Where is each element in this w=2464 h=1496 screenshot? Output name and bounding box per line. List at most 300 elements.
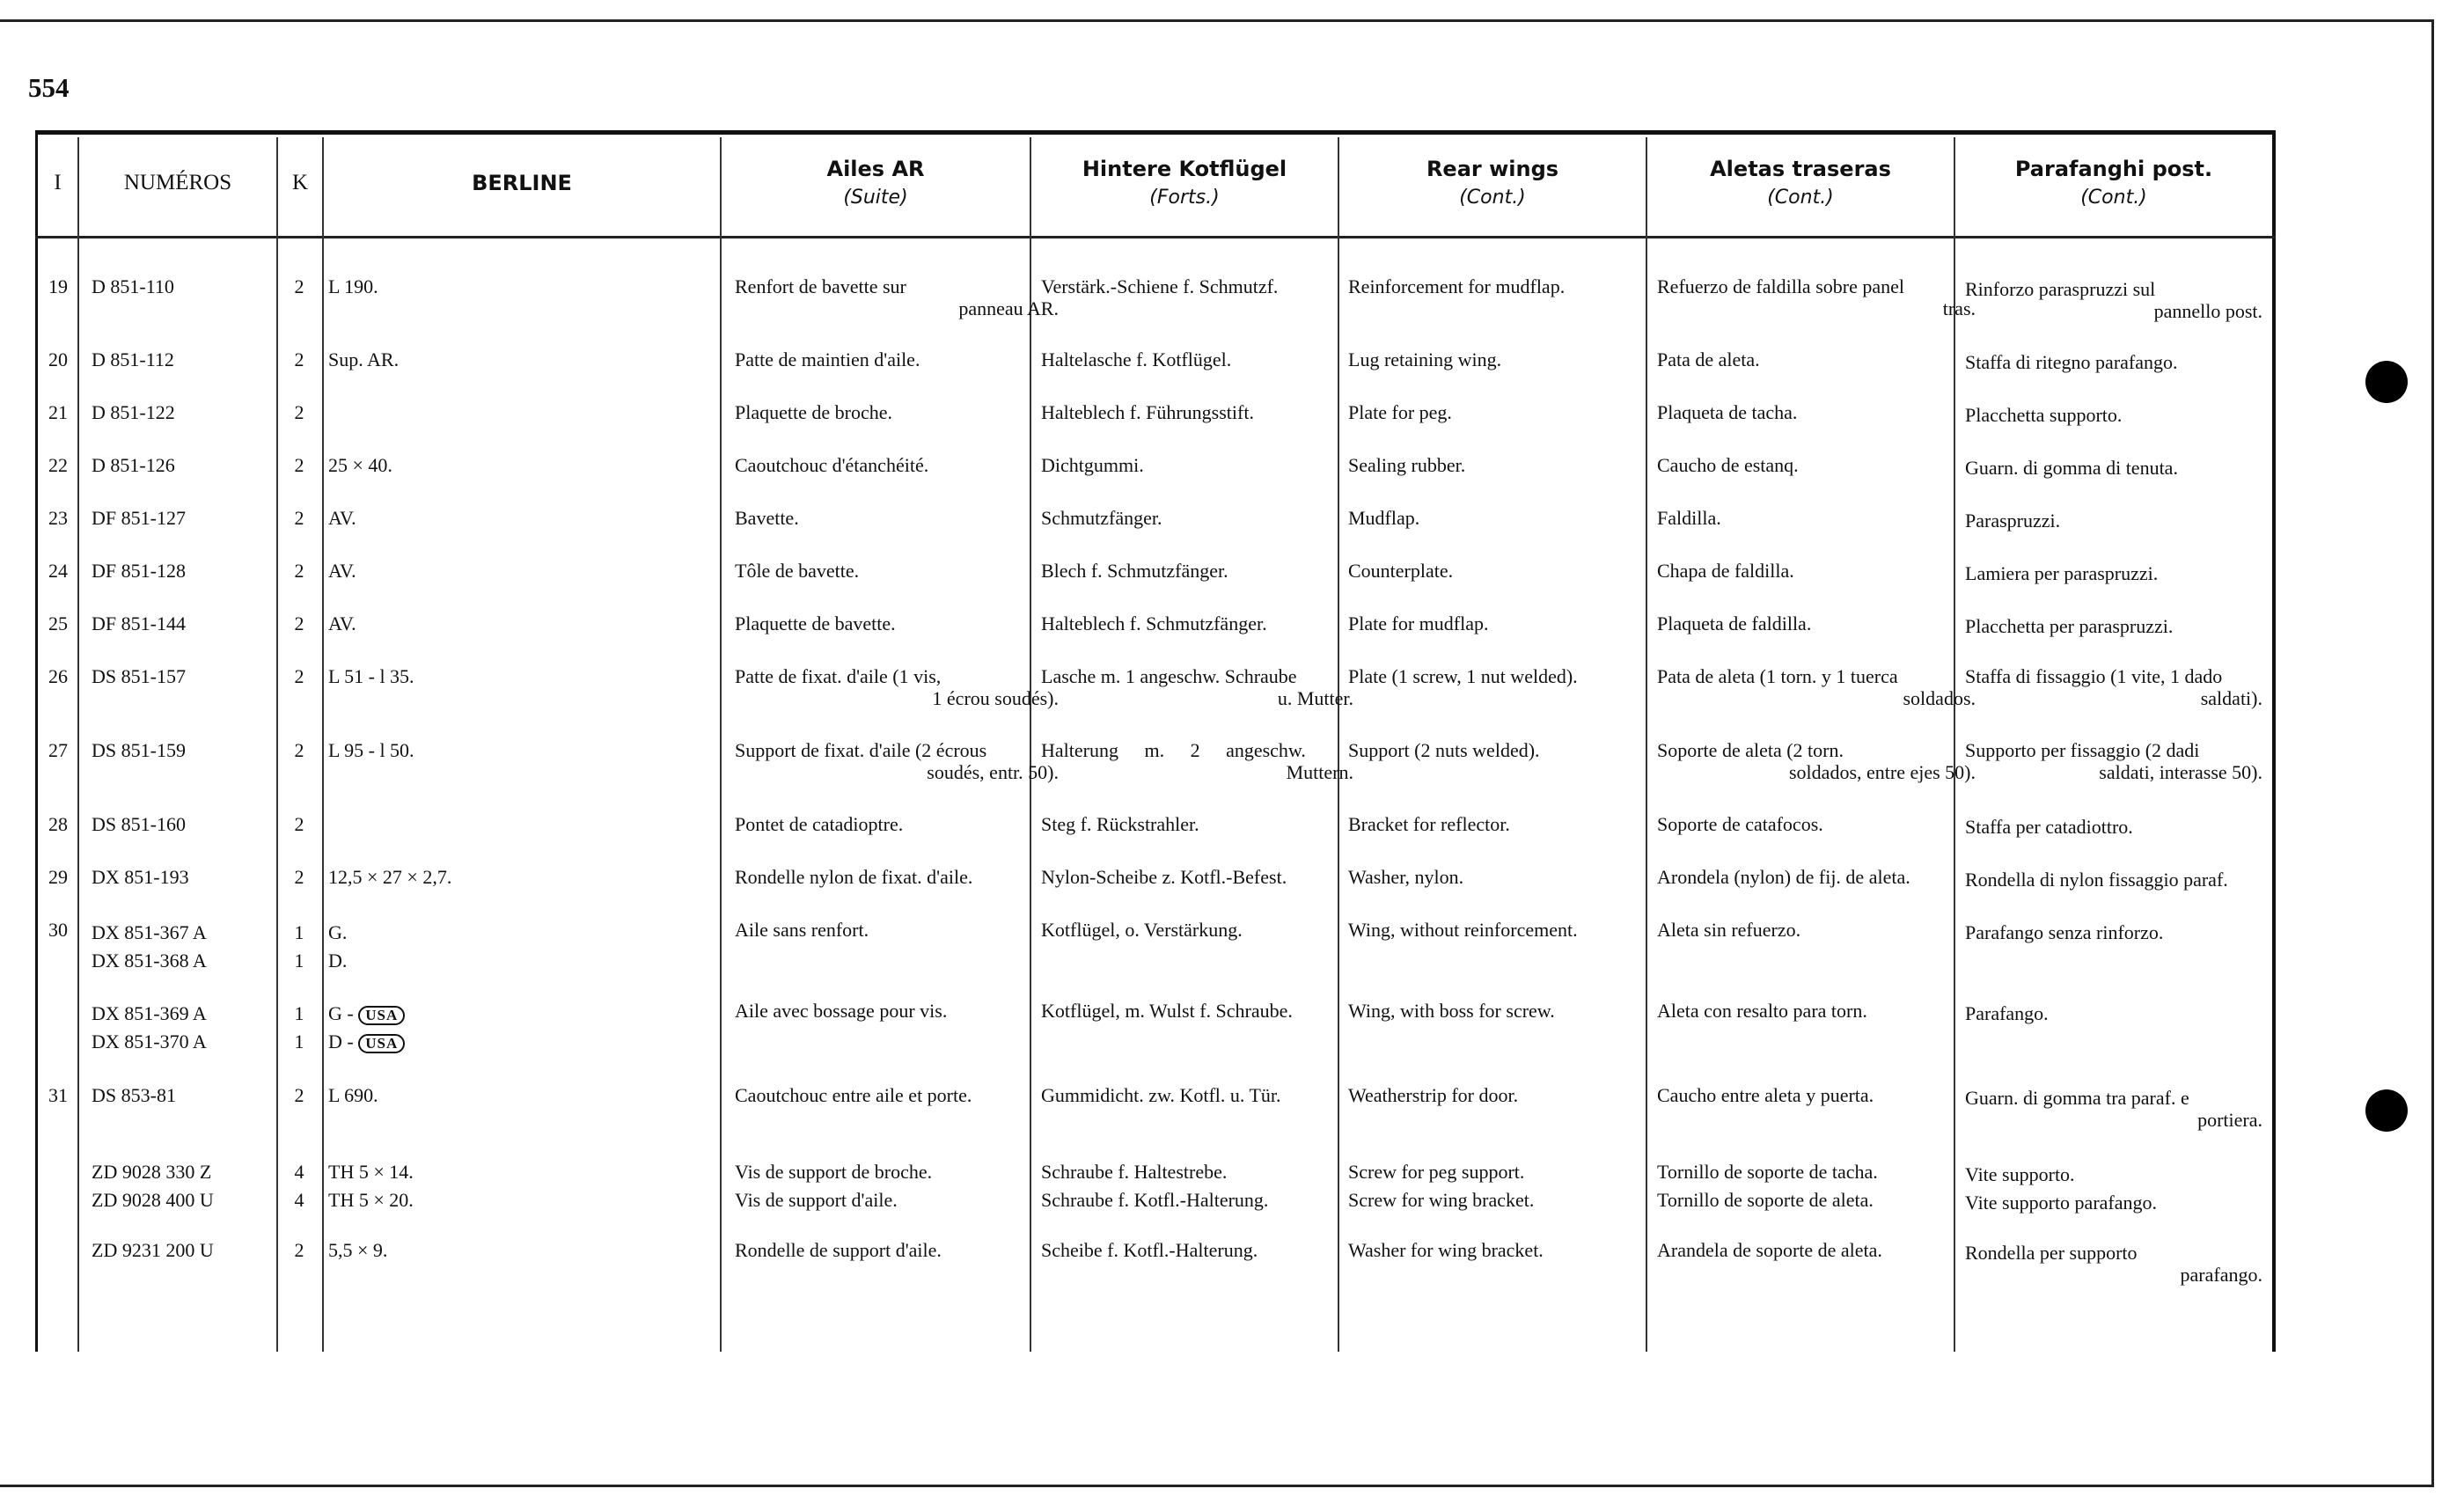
desc-line: Lamiera per paraspruzzi. <box>1965 562 2159 584</box>
desc-line: Kotflügel, m. Wulst f. Schraube. <box>1041 1000 1293 1022</box>
desc-line: Mudflap. <box>1348 507 1420 529</box>
berline-spec <box>328 612 724 634</box>
desc-line: Blech f. Schmutzfänger. <box>1041 560 1228 582</box>
header-lang-en <box>1339 130 1646 236</box>
berline-line: 12,5 × 27 × 2,7. <box>328 866 452 888</box>
part-number-line: DX 851-370 A <box>92 1030 207 1052</box>
part-number-line: DX 851-369 A <box>92 1002 207 1024</box>
row-index: 27 <box>48 739 68 761</box>
desc-it <box>1965 816 2262 838</box>
part-number <box>92 665 303 687</box>
desc-en <box>1348 813 1665 835</box>
desc-es <box>1657 401 1976 423</box>
part-number <box>92 1084 303 1106</box>
header-lang-de <box>1031 130 1338 236</box>
desc-line: Tornillo de soporte de aleta. <box>1657 1189 1874 1211</box>
quantity-line: 2 <box>294 401 304 423</box>
row-index: 26 <box>48 665 68 687</box>
berline-line: L 95 - l 50. <box>328 739 414 761</box>
header-lang-es <box>1647 130 1954 236</box>
row-index: 30 <box>48 919 68 941</box>
part-number <box>92 813 303 835</box>
desc-line: Supporto per fissaggio (2 dadi <box>1965 739 2200 761</box>
desc-line: Pata de aleta. <box>1657 348 1760 370</box>
quantity-line: 2 <box>294 665 304 687</box>
desc-line: Vis de support de broche. <box>735 1161 933 1183</box>
quantity-line: 2 <box>294 1084 304 1106</box>
table-right-border <box>2272 130 2276 1352</box>
berline-line: Sup. AR. <box>328 348 400 370</box>
part-number-line: D 851-126 <box>92 454 175 476</box>
desc-line: Vite supporto parafango. <box>1965 1192 2158 1214</box>
desc-es <box>1657 1084 1976 1106</box>
desc-fr <box>735 507 1059 529</box>
desc-line: Support (2 nuts welded). <box>1348 739 1540 761</box>
desc-de <box>1041 1084 1353 1106</box>
header-lang-it <box>1955 130 2272 236</box>
desc-line: soldados, entre ejes 50). <box>1789 761 1976 783</box>
berline-line: G. <box>328 921 348 943</box>
header-title: Parafanghi post. <box>2014 157 2213 181</box>
desc-line: Aleta con resalto para torn. <box>1657 1000 1867 1022</box>
desc-line: Haltelasche f. Kotflügel. <box>1041 348 1232 370</box>
desc-en <box>1348 1239 1665 1261</box>
desc-fr <box>735 739 1059 783</box>
header-quantity <box>278 130 322 236</box>
quantity <box>286 507 312 529</box>
berline-line: AV. <box>328 612 356 634</box>
desc-line: Arandela de soporte de aleta. <box>1657 1239 1882 1261</box>
desc-line: Placchetta supporto. <box>1965 404 2123 426</box>
header-subtitle: (Cont.) <box>2080 187 2147 209</box>
desc-it <box>1965 615 2262 637</box>
desc-line: Halteblech f. Führungsstift. <box>1041 401 1254 423</box>
desc-line: Chapa de faldilla. <box>1657 560 1794 582</box>
quantity <box>286 665 312 687</box>
berline-spec <box>328 866 724 888</box>
row-index: 24 <box>48 560 68 582</box>
desc-line: Aleta sin refuerzo. <box>1657 919 1801 941</box>
desc-line: Counterplate. <box>1348 560 1454 582</box>
desc-line: Wing, with boss for screw. <box>1348 1000 1555 1022</box>
part-number-line: DX 851-193 <box>92 866 189 888</box>
desc-de <box>1041 348 1353 370</box>
desc-es <box>1657 560 1976 582</box>
desc-line: Sealing rubber. <box>1348 454 1466 476</box>
desc-en <box>1348 560 1665 582</box>
desc-line: portiera. <box>2197 1109 2262 1131</box>
part-number-line: ZD 9028 400 U <box>92 1189 214 1211</box>
part-number <box>92 507 303 529</box>
desc-en <box>1348 612 1665 634</box>
desc-en <box>1348 1158 1665 1214</box>
desc-line: Arondela (nylon) de fij. de aleta. <box>1657 866 1910 888</box>
berline-spec <box>328 454 724 476</box>
desc-line: Plaquette de bavette. <box>735 612 896 634</box>
part-number-line: ZD 9028 330 Z <box>92 1161 212 1183</box>
desc-de <box>1041 275 1353 297</box>
part-number <box>92 454 303 476</box>
header-title: Hintere Kotflügel <box>1082 157 1287 181</box>
header-numbers <box>79 130 276 236</box>
header-index <box>38 130 77 236</box>
desc-fr <box>735 1239 1059 1261</box>
desc-fr <box>735 1084 1059 1106</box>
desc-it <box>1965 869 2262 891</box>
part-number-line: DX 851-367 A <box>92 921 207 943</box>
row-index: 23 <box>48 507 68 529</box>
desc-fr <box>735 275 1059 319</box>
part-number-line: DX 851-368 A <box>92 950 207 972</box>
berline-spec <box>328 739 724 761</box>
quantity-line: 2 <box>294 454 304 476</box>
part-number <box>92 1158 303 1214</box>
quantity <box>286 1000 312 1056</box>
desc-line: Staffa di ritegno parafango. <box>1965 351 2178 373</box>
desc-de <box>1041 1158 1353 1214</box>
desc-line: Halterung m. 2 angeschw. <box>1041 739 1306 761</box>
desc-it <box>1965 1161 2262 1217</box>
desc-de <box>1041 813 1353 835</box>
desc-line: Tôle de bavette. <box>735 560 860 582</box>
quantity <box>286 919 312 975</box>
header-subtitle: (Cont.) <box>1767 187 1834 209</box>
header-quantity-label: K <box>291 171 309 194</box>
page-right-rule <box>2431 19 2434 1487</box>
desc-de <box>1041 665 1353 709</box>
part-number-line: DS 851-157 <box>92 665 186 687</box>
desc-line: Tornillo de soporte de tacha. <box>1657 1161 1878 1183</box>
berline-spec <box>328 348 724 370</box>
desc-line: Vite supporto. <box>1965 1163 2075 1185</box>
berline-line: L 190. <box>328 275 378 297</box>
desc-fr <box>735 348 1059 370</box>
part-number-line: D 851-110 <box>92 275 174 297</box>
berline-line: L 51 - l 35. <box>328 665 414 687</box>
part-number-line: ZD 9231 200 U <box>92 1239 214 1261</box>
desc-line: Schraube f. Kotfl.-Halterung. <box>1041 1189 1269 1211</box>
desc-line: Rinforzo paraspruzzi sul <box>1965 278 2156 300</box>
berline-spec <box>328 1158 724 1214</box>
berline-line: TH 5 × 14. <box>328 1161 414 1183</box>
berline-spec <box>328 1239 724 1261</box>
desc-line: Lug retaining wing. <box>1348 348 1502 370</box>
binder-hole <box>2365 361 2408 403</box>
desc-line: Lasche m. 1 angeschw. Schraube <box>1041 665 1297 687</box>
desc-line: Caoutchouc entre aile et porte. <box>735 1084 972 1106</box>
desc-line: tras. <box>1942 297 1976 319</box>
desc-fr <box>735 612 1059 634</box>
desc-line: saldati). <box>2200 687 2262 709</box>
quantity-line: 2 <box>294 739 304 761</box>
desc-line: Plate for mudflap. <box>1348 612 1489 634</box>
desc-de <box>1041 919 1353 941</box>
desc-line: Pontet de catadioptre. <box>735 813 904 835</box>
desc-line: Reinforcement for mudflap. <box>1348 275 1566 297</box>
desc-line: Bavette. <box>735 507 799 529</box>
desc-line: Staffa per catadiottro. <box>1965 816 2133 838</box>
desc-line: Steg f. Rückstrahler. <box>1041 813 1199 835</box>
desc-line: Caucho entre aleta y puerta. <box>1657 1084 1874 1106</box>
berline-spec <box>328 1000 724 1056</box>
row-index: 28 <box>48 813 68 835</box>
desc-line: Patte de fixat. d'aile (1 vis, <box>735 665 942 687</box>
part-number <box>92 919 303 975</box>
desc-line: Parafango. <box>1965 1002 2049 1024</box>
part-number-line: DF 851-127 <box>92 507 186 529</box>
desc-line: Nylon-Scheibe z. Kotfl.-Befest. <box>1041 866 1287 888</box>
desc-line: panneau AR. <box>958 297 1059 319</box>
page-top-rule <box>0 19 2433 22</box>
desc-es <box>1657 919 1976 941</box>
berline-line <box>328 1028 724 1056</box>
desc-de <box>1041 507 1353 529</box>
part-number <box>92 866 303 888</box>
desc-line: soldados. <box>1903 687 1976 709</box>
part-number-line: DF 851-128 <box>92 560 186 582</box>
quantity <box>286 1239 312 1261</box>
side-label: D - <box>328 1030 354 1052</box>
desc-line: soudés, entr. 50). <box>927 761 1059 783</box>
desc-line: Renfort de bavette sur <box>735 275 906 297</box>
desc-line: Muttern. <box>1286 761 1353 783</box>
header-title: Aletas traseras <box>1710 157 1891 181</box>
desc-line: Patte de maintien d'aile. <box>735 348 920 370</box>
desc-es <box>1657 1000 1976 1022</box>
berline-line: L 690. <box>328 1084 378 1106</box>
row-index: 29 <box>48 866 68 888</box>
berline-spec <box>328 919 724 975</box>
quantity <box>286 275 312 297</box>
desc-line: Parafango senza rinforzo. <box>1965 921 2164 943</box>
desc-line: Vis de support d'aile. <box>735 1189 898 1211</box>
desc-line: Refuerzo de faldilla sobre panel <box>1657 275 1904 297</box>
desc-line: parafango. <box>2180 1264 2262 1286</box>
desc-it <box>1965 1242 2262 1286</box>
desc-en <box>1348 739 1665 761</box>
berline-line: AV. <box>328 507 356 529</box>
quantity <box>286 401 312 423</box>
desc-line: Plate (1 screw, 1 nut welded). <box>1348 665 1578 687</box>
desc-fr <box>735 665 1059 709</box>
desc-es <box>1657 1239 1976 1261</box>
desc-line: Dichtgummi. <box>1041 454 1144 476</box>
desc-line: Rondelle nylon de fixat. d'aile. <box>735 866 973 888</box>
desc-line: Screw for wing bracket. <box>1348 1189 1535 1211</box>
header-subtitle: (Suite) <box>843 187 908 209</box>
berline-line <box>328 1000 724 1028</box>
desc-es <box>1657 275 1976 319</box>
desc-en <box>1348 507 1665 529</box>
row-index: 25 <box>48 612 68 634</box>
quantity <box>286 739 312 761</box>
desc-es <box>1657 348 1976 370</box>
berline-line: 25 × 40. <box>328 454 392 476</box>
desc-line: Schraube f. Haltestrebe. <box>1041 1161 1228 1183</box>
desc-fr <box>735 401 1059 423</box>
desc-en <box>1348 1084 1665 1106</box>
quantity-line: 2 <box>294 507 304 529</box>
desc-line: Verstärk.-Schiene f. Schmutzf. <box>1041 275 1279 297</box>
quantity-line: 2 <box>294 348 304 370</box>
desc-line: Rondella per supporto <box>1965 1242 2138 1264</box>
desc-de <box>1041 401 1353 423</box>
desc-line: Soporte de aleta (2 torn. <box>1657 739 1844 761</box>
header-index-label: I <box>54 171 62 194</box>
desc-fr <box>735 1158 1059 1214</box>
desc-line: Plate for peg. <box>1348 401 1452 423</box>
berline-spec <box>328 275 724 297</box>
column-divider <box>322 137 324 1352</box>
berline-spec <box>328 1084 724 1106</box>
binder-hole <box>2365 1089 2408 1132</box>
side-label: G - <box>328 1002 354 1024</box>
part-number <box>92 275 303 297</box>
desc-line: Guarn. di gomma tra paraf. e <box>1965 1087 2189 1109</box>
header-title: Rear wings <box>1426 157 1559 181</box>
berline-line: AV. <box>328 560 356 582</box>
header-divider <box>35 236 2275 238</box>
desc-it <box>1965 457 2262 479</box>
quantity <box>286 348 312 370</box>
row-index: 19 <box>48 275 68 297</box>
desc-fr <box>735 813 1059 835</box>
part-number <box>92 1000 303 1056</box>
desc-line: Washer for wing bracket. <box>1348 1239 1544 1261</box>
berline-line: TH 5 × 20. <box>328 1189 414 1211</box>
desc-en <box>1348 275 1665 297</box>
desc-line: Guarn. di gomma di tenuta. <box>1965 457 2178 479</box>
part-number <box>92 739 303 761</box>
part-number <box>92 401 303 423</box>
desc-it <box>1965 562 2262 584</box>
desc-line: Rondella di nylon fissaggio paraf. <box>1965 869 2228 891</box>
desc-it <box>1965 1002 2262 1024</box>
quantity-line: 2 <box>294 612 304 634</box>
desc-line: Washer, nylon. <box>1348 866 1464 888</box>
header-subtitle: (Cont.) <box>1459 187 1526 209</box>
part-number-line: DS 853-81 <box>92 1084 176 1106</box>
desc-line: Wing, without reinforcement. <box>1348 919 1578 941</box>
header-berline-label: BERLINE <box>472 171 572 195</box>
desc-line: Screw for peg support. <box>1348 1161 1525 1183</box>
quantity <box>286 560 312 582</box>
desc-line: Plaqueta de tacha. <box>1657 401 1798 423</box>
quantity-line: 2 <box>294 560 304 582</box>
desc-en <box>1348 1000 1665 1022</box>
quantity <box>286 866 312 888</box>
desc-line: pannello post. <box>2153 300 2262 322</box>
quantity <box>286 1084 312 1106</box>
quantity <box>286 813 312 835</box>
desc-line: Plaqueta de faldilla. <box>1657 612 1812 634</box>
desc-es <box>1657 507 1976 529</box>
desc-de <box>1041 560 1353 582</box>
quantity-line: 2 <box>294 813 304 835</box>
quantity-line: 1 <box>294 921 304 943</box>
part-number-line: D 851-122 <box>92 401 175 423</box>
part-number <box>92 348 303 370</box>
quantity <box>286 612 312 634</box>
desc-fr <box>735 560 1059 582</box>
desc-line: Caucho de estanq. <box>1657 454 1799 476</box>
desc-es <box>1657 612 1976 634</box>
desc-it <box>1965 665 2262 709</box>
desc-line: u. Mutter. <box>1277 687 1353 709</box>
desc-it <box>1965 404 2262 426</box>
berline-spec <box>328 665 724 687</box>
desc-line: Pata de aleta (1 torn. y 1 tuerca <box>1657 665 1898 687</box>
desc-de <box>1041 866 1353 888</box>
quantity-line: 1 <box>294 1002 304 1024</box>
row-index: 22 <box>48 454 68 476</box>
quantity-line: 2 <box>294 866 304 888</box>
desc-line: Weatherstrip for door. <box>1348 1084 1519 1106</box>
desc-en <box>1348 348 1665 370</box>
desc-line: Plaquette de broche. <box>735 401 892 423</box>
desc-line: Halteblech f. Schmutzfänger. <box>1041 612 1267 634</box>
desc-fr <box>735 919 1059 941</box>
quantity <box>286 454 312 476</box>
desc-en <box>1348 401 1665 423</box>
desc-de <box>1041 454 1353 476</box>
desc-line: Bracket for reflector. <box>1348 813 1510 835</box>
desc-line: Aile sans renfort. <box>735 919 869 941</box>
berline-line: 5,5 × 9. <box>328 1239 388 1261</box>
desc-de <box>1041 1000 1353 1022</box>
part-number-line: DS 851-160 <box>92 813 186 835</box>
desc-es <box>1657 454 1976 476</box>
desc-it <box>1965 510 2262 532</box>
desc-de <box>1041 739 1353 783</box>
desc-it <box>1965 739 2262 783</box>
quantity <box>286 1158 312 1214</box>
part-number <box>92 612 303 634</box>
desc-line: Schmutzfänger. <box>1041 507 1162 529</box>
desc-fr <box>735 866 1059 888</box>
page-bottom-rule <box>0 1485 2433 1487</box>
header-subtitle: (Forts.) <box>1149 187 1220 209</box>
header-lang-fr <box>722 130 1030 236</box>
desc-es <box>1657 1158 1976 1214</box>
header-title: Ailes AR <box>826 157 925 181</box>
part-number-line: DF 851-144 <box>92 612 186 634</box>
part-number-line: D 851-112 <box>92 348 174 370</box>
desc-fr <box>735 454 1059 476</box>
desc-line: Paraspruzzi. <box>1965 510 2061 532</box>
desc-en <box>1348 665 1665 687</box>
part-number <box>92 1239 303 1261</box>
row-index: 20 <box>48 348 68 370</box>
desc-it <box>1965 351 2262 373</box>
row-index: 21 <box>48 401 68 423</box>
berline-spec <box>328 560 724 582</box>
quantity-line: 4 <box>294 1189 304 1211</box>
part-number-line: DS 851-159 <box>92 739 186 761</box>
desc-line: saldati, interasse 50). <box>2099 761 2262 783</box>
berline-line: D. <box>328 950 348 972</box>
quantity-line: 2 <box>294 275 304 297</box>
quantity-line: 4 <box>294 1161 304 1183</box>
desc-en <box>1348 919 1665 941</box>
berline-spec <box>328 507 724 529</box>
parts-table <box>35 130 2275 1352</box>
quantity-line: 2 <box>294 1239 304 1261</box>
desc-es <box>1657 665 1976 709</box>
desc-line: Scheibe f. Kotfl.-Halterung. <box>1041 1239 1258 1261</box>
desc-line: Kotflügel, o. Verstärkung. <box>1041 919 1243 941</box>
usa-badge: USA <box>358 1034 405 1053</box>
